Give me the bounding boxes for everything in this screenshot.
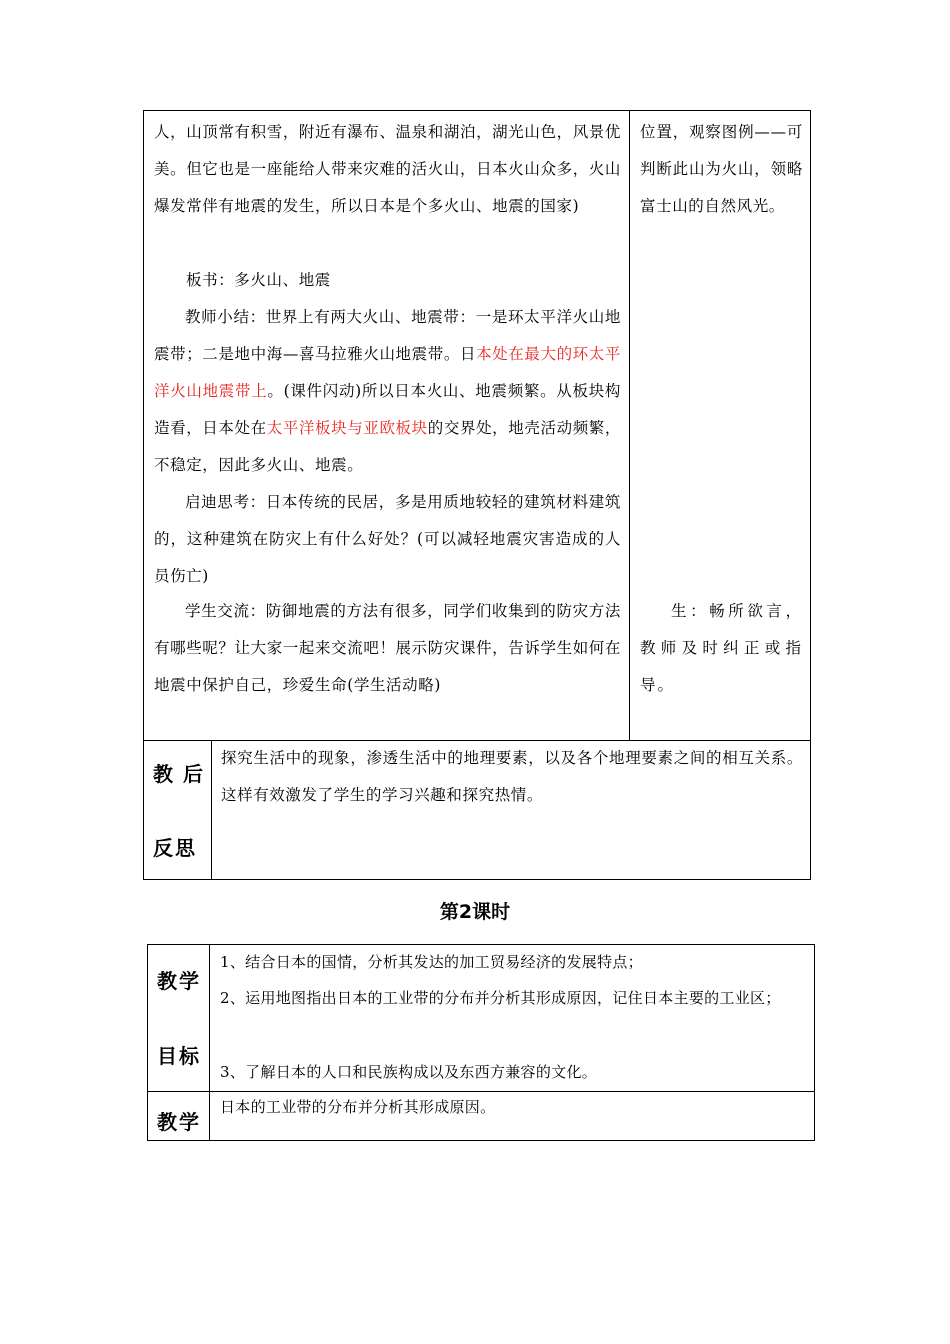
goals-label-1: 教学 bbox=[157, 969, 201, 993]
goals-label-2: 目标 bbox=[157, 1044, 201, 1068]
blackboard-note: 板书：多火山、地震 bbox=[186, 271, 331, 289]
key-text: 日本的工业带的分布并分析其形成原因。 bbox=[220, 1098, 496, 1116]
reflection-label-2: 反思 bbox=[153, 836, 197, 860]
section-title: 第2课时 bbox=[439, 901, 511, 923]
goals-label-divider bbox=[209, 944, 210, 1141]
column-divider bbox=[629, 110, 630, 741]
side-note-2: 生：畅所欲言，教师及时纠正或指导。 bbox=[640, 602, 803, 694]
exchange-paragraph: 学生交流：防御地震的方法有很多，同学们收集到的防灾方法有哪些呢？让大家一起来交流吧！展示防灾课件，告诉学生如何在地震中保护自己，珍爱生命(学生活动略) bbox=[154, 602, 621, 694]
summary-highlight-1: 本处在最大的环太平洋火山地震带上 bbox=[154, 345, 621, 400]
summary-highlight-2: 太平洋板块与亚欧板块 bbox=[266, 419, 428, 437]
teacher-summary bbox=[154, 299, 621, 484]
side-note-1: 位置，观察图例——可判断此山为火山，领略富士山的自然风光。 bbox=[640, 123, 803, 215]
inspire-paragraph: 启迪思考：日本传统的民居，多是用质地较轻的建筑材料建筑的，这种建筑在防灾上有什么好处？(可以减轻地震灾害造成的人员伤亡) bbox=[154, 493, 621, 585]
reflection-text: 探究生活中的现象，渗透生活中的地理要素，以及各个地理要素之间的相互关系。这样有效激发了学生的学习兴趣和探究热情。 bbox=[221, 749, 803, 804]
main-paragraph-1: 人，山顶常有积雪，附近有瀑布、温泉和湖泊，湖光山色，风景优美。但它也是一座能给人带来灾难的活火山，日本火山众多，火山爆发常伴有地震的发生，所以日本是个多火山、地震的国家) bbox=[154, 123, 621, 215]
goal-3: 3、了解日本的人口和民族构成以及东西方兼容的文化。 bbox=[220, 1063, 598, 1081]
key-label: 教学 bbox=[157, 1110, 201, 1134]
goal-1: 1、结合日本的国情，分析其发达的加工贸易经济的发展特点； bbox=[220, 953, 643, 971]
summary-text-1: 教师小结：世界上有两大火山、地震带：一是环太平洋火山地震带；二是地中海—喜马拉雅火山地震带。日 bbox=[154, 308, 621, 363]
summary-text-2: 。(课件闪动)所以日本火山、地震频繁。从板块构造看，日本处在 bbox=[154, 382, 621, 437]
goal-2: 2、运用地图指出日本的工业带的分布并分析其形成原因，记住日本主要的工业区； bbox=[220, 989, 781, 1007]
reflection-label-1: 教后 bbox=[153, 762, 213, 786]
summary-text-3: 的交界处，地壳活动频繁，不稳定，因此多火山、地震。 bbox=[154, 419, 621, 474]
